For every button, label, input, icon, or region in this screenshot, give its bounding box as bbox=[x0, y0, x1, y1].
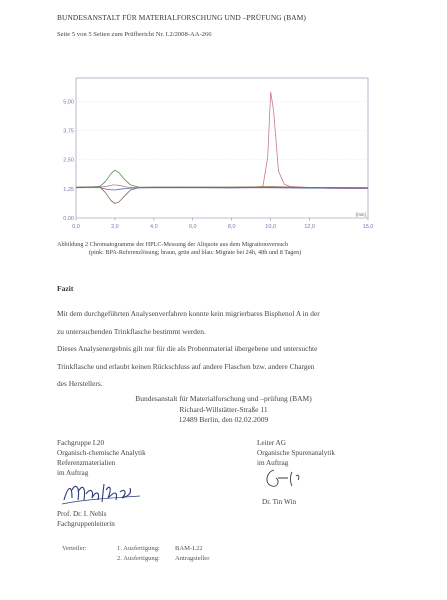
fazit-p1-line2: zu untersuchenden Trinkflasche bestimmt werden. bbox=[57, 326, 206, 336]
y-tick-label: 5,00 bbox=[63, 99, 74, 106]
left-sig-dept: Organisch-chemische Analytik bbox=[57, 449, 146, 457]
right-sig-name: Dr. Tin Win bbox=[262, 498, 297, 506]
chromatogram-chart bbox=[58, 70, 388, 236]
fazit-p2-line1: Dieses Analysenergebnis gilt nur für die als Probenmaterial übergebene und untersuchte bbox=[57, 344, 318, 353]
verteiler-row2-recipient: Antragsteller bbox=[175, 555, 210, 562]
fazit-p2-line2: Trinkflasche und erlaubt keinen Rückschluss auf andere Flaschen bzw. andere Chargen bbox=[57, 361, 315, 371]
left-signature-block bbox=[57, 438, 146, 478]
left-sig-role: Fachgruppenleiterin bbox=[57, 520, 115, 528]
document-header-institution: BUNDESANSTALT FÜR MATERIALFORSCHUNG UND –PRÜFUNG (BAM) bbox=[57, 13, 306, 22]
x-tick-label: 0,0 bbox=[72, 224, 80, 230]
left-signature-name bbox=[57, 509, 115, 529]
handwritten-signature-win bbox=[262, 466, 312, 492]
address-line-3: 12489 Berlin, den 02.02.2009 bbox=[178, 415, 269, 424]
y-tick-label: 0,00 bbox=[63, 216, 74, 222]
chart-unit-label: [min] bbox=[356, 212, 366, 217]
document-header-page-info: Seite 5 von 5 Seiten zum Prüfbericht Nr. I.2/2008-AA-266 bbox=[57, 31, 212, 38]
address-line-1: Bundesanstalt für Materialforschung und –prüfung (BAM) bbox=[135, 394, 312, 403]
fazit-heading: Fazit bbox=[57, 284, 74, 293]
left-sig-name: Prof. Dr. I. Nehls bbox=[57, 510, 107, 518]
y-tick-label: 3,75 bbox=[63, 128, 74, 135]
x-tick-label: 12,0 bbox=[304, 224, 315, 230]
y-tick-label: 2,50 bbox=[63, 157, 74, 164]
chart-plot-area bbox=[76, 78, 368, 218]
handwritten-signature-nehls bbox=[60, 478, 150, 508]
x-tick-label: 6,0 bbox=[188, 224, 197, 230]
x-tick-label: 2,0 bbox=[111, 224, 119, 230]
left-sig-sub: Referenzmaterialien bbox=[57, 459, 116, 467]
right-sig-company: Leiter AG bbox=[257, 439, 286, 447]
verteiler-label: Verteiler: bbox=[62, 545, 87, 552]
fazit-paragraph-1 bbox=[57, 305, 320, 393]
x-tick-label: 15,0 bbox=[362, 224, 374, 230]
figure-caption-legend: (pink: BPA-Referenzlösung; braun, grün and blau: Migrate bei 24h, 48h und 8 Tagen) bbox=[89, 249, 302, 256]
x-tick-label: 10,0 bbox=[265, 224, 277, 230]
left-sig-group: Fachgruppe I.20 bbox=[57, 439, 105, 447]
x-tick-label: 8,0 bbox=[227, 224, 236, 230]
address-block bbox=[0, 394, 447, 426]
fazit-p2-line3: des Herstellers. bbox=[57, 379, 103, 388]
right-sig-auftrag: im Auftrag bbox=[257, 459, 289, 467]
figure-caption bbox=[57, 241, 301, 257]
figure-caption-title: Abbildung 2 Chromatogramme der HPLC-Messung der Aliquote aus dem Migrationsversuch bbox=[57, 241, 289, 248]
y-tick-label: 1,25 bbox=[63, 186, 74, 193]
right-sig-dept: Organische Spurenanalytik bbox=[257, 449, 335, 457]
verteiler-row1-ausfertigung: 1. Ausfertigung: bbox=[117, 545, 160, 552]
address-line-2: Richard-Willstätter-Straße 11 bbox=[179, 404, 268, 414]
fazit-p1-line1: Mit dem durchgeführten Analysenverfahren konnte kein migrierbares Bisphenol A in der bbox=[57, 309, 320, 318]
x-tick-label: 4,0 bbox=[150, 224, 158, 230]
verteiler-row1-recipient: BAM-I.22 bbox=[175, 545, 203, 552]
right-signature-block bbox=[257, 438, 335, 468]
left-sig-auftrag: im Auftrag bbox=[57, 469, 89, 477]
verteiler-row2-ausfertigung: 2. Ausfertigung: bbox=[117, 555, 160, 562]
